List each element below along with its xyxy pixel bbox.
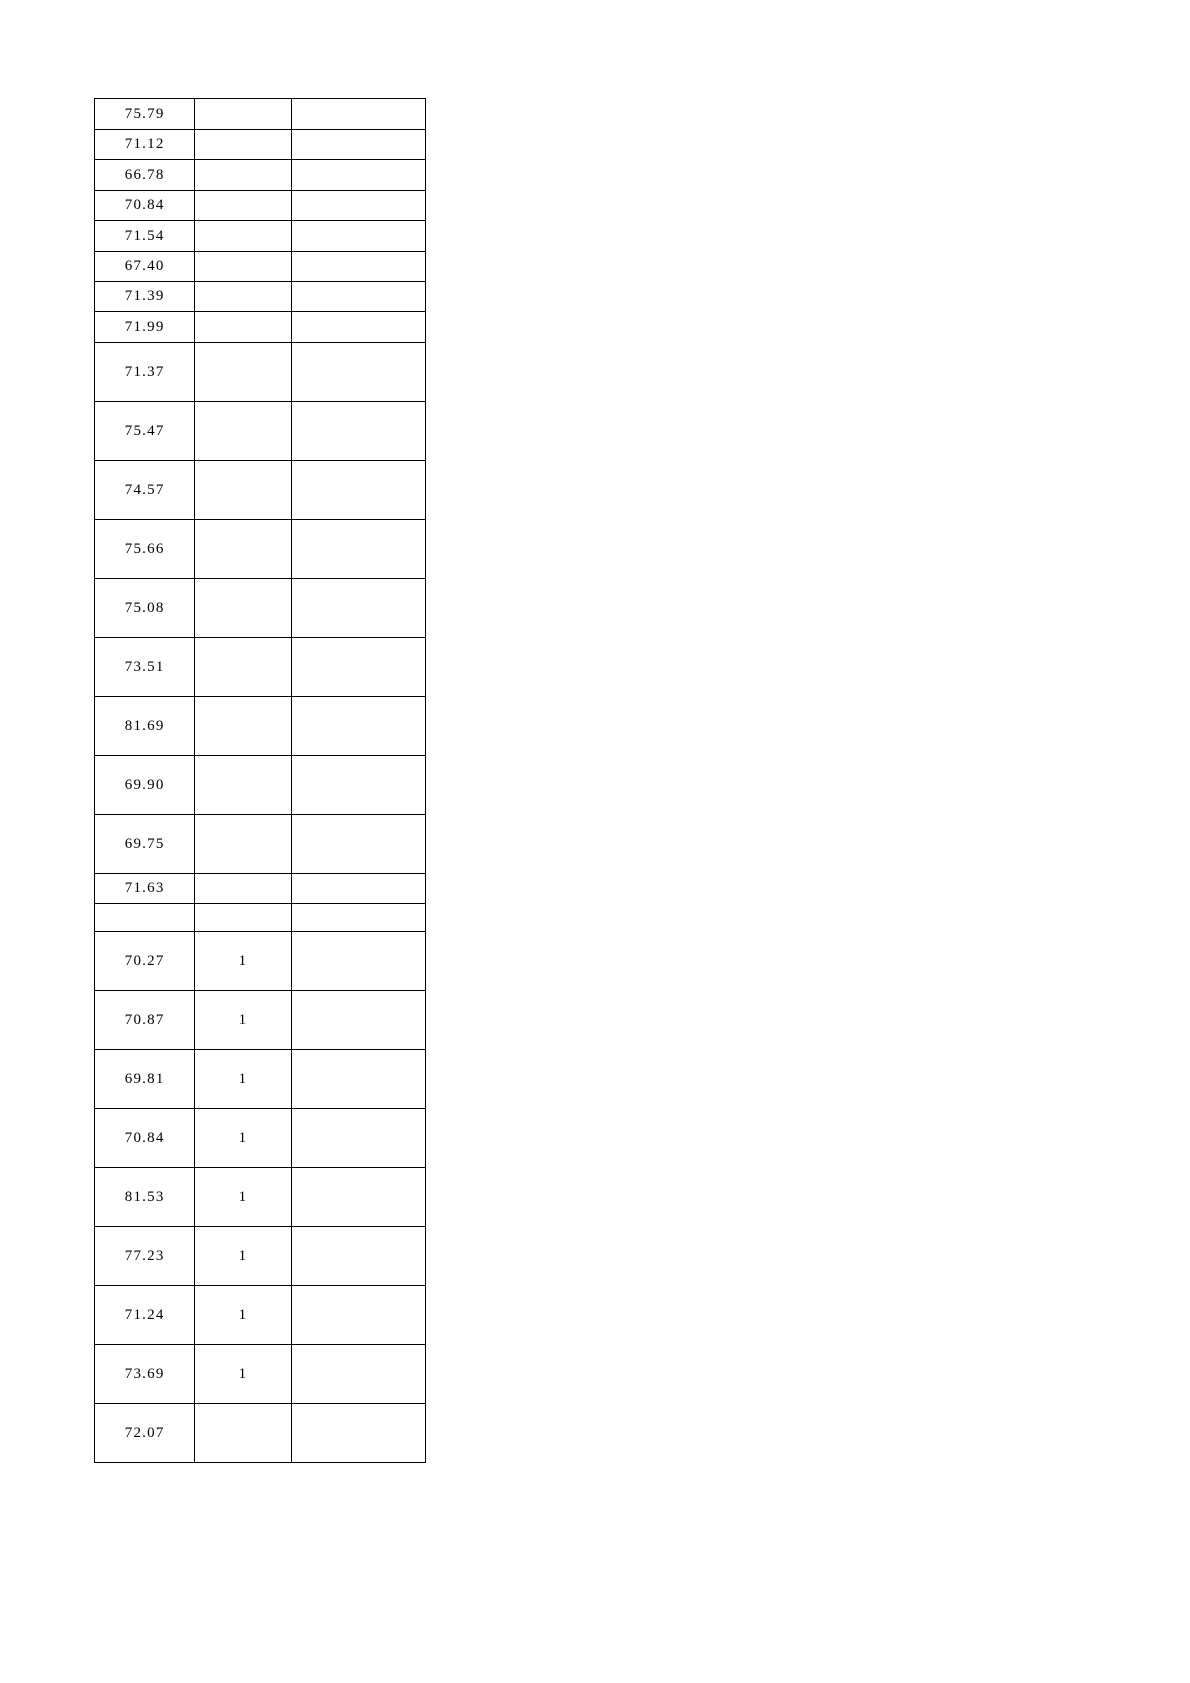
cell-notes <box>291 191 425 221</box>
table-row <box>95 815 426 874</box>
data-table-body <box>95 99 426 1463</box>
cell-flag <box>195 756 291 815</box>
cell-value: 71.54 <box>95 221 195 252</box>
data-table <box>94 98 426 1463</box>
cell-flag <box>195 252 291 282</box>
cell-flag <box>195 282 291 312</box>
cell-notes <box>291 520 425 579</box>
cell-value: 71.99 <box>95 312 195 343</box>
cell-notes <box>291 697 425 756</box>
table-row <box>95 1286 426 1345</box>
cell-flag: 1 <box>195 1286 291 1345</box>
cell-value: 74.57 <box>95 461 195 520</box>
table-row <box>95 697 426 756</box>
cell-notes <box>291 252 425 282</box>
cell-value: 70.84 <box>95 191 195 221</box>
cell-flag: 1 <box>195 991 291 1050</box>
cell-notes <box>291 932 425 991</box>
table-row <box>95 1345 426 1404</box>
cell-value: 70.27 <box>95 932 195 991</box>
cell-notes <box>291 343 425 402</box>
cell-notes <box>291 815 425 874</box>
table-row <box>95 1168 426 1227</box>
table-row <box>95 221 426 252</box>
table-row <box>95 343 426 402</box>
cell-value: 73.69 <box>95 1345 195 1404</box>
cell-value: 71.37 <box>95 343 195 402</box>
table-row <box>95 1109 426 1168</box>
cell-notes <box>291 221 425 252</box>
table-row <box>95 638 426 697</box>
cell-value: 71.63 <box>95 874 195 904</box>
table-row <box>95 904 426 932</box>
cell-value: 69.90 <box>95 756 195 815</box>
cell-value: 69.81 <box>95 1050 195 1109</box>
cell-value: 75.08 <box>95 579 195 638</box>
cell-flag <box>195 874 291 904</box>
cell-notes <box>291 1286 425 1345</box>
table-row <box>95 160 426 191</box>
cell-flag: 1 <box>195 1168 291 1227</box>
cell-notes <box>291 130 425 160</box>
table-row <box>95 130 426 160</box>
cell-flag: 1 <box>195 1227 291 1286</box>
table-row <box>95 579 426 638</box>
cell-flag <box>195 904 291 932</box>
table-row <box>95 282 426 312</box>
cell-flag <box>195 579 291 638</box>
cell-flag <box>195 99 291 130</box>
cell-notes <box>291 160 425 191</box>
cell-value: 81.53 <box>95 1168 195 1227</box>
cell-value: 77.23 <box>95 1227 195 1286</box>
cell-flag <box>195 815 291 874</box>
cell-flag: 1 <box>195 1109 291 1168</box>
cell-value: 75.47 <box>95 402 195 461</box>
cell-notes <box>291 1109 425 1168</box>
cell-notes <box>291 638 425 697</box>
cell-flag <box>195 697 291 756</box>
cell-notes <box>291 579 425 638</box>
cell-value: 71.24 <box>95 1286 195 1345</box>
cell-flag <box>195 1404 291 1463</box>
table-row <box>95 191 426 221</box>
cell-flag <box>195 312 291 343</box>
cell-flag <box>195 343 291 402</box>
cell-flag <box>195 461 291 520</box>
cell-value: 71.39 <box>95 282 195 312</box>
table-row <box>95 312 426 343</box>
cell-notes <box>291 874 425 904</box>
cell-value: 81.69 <box>95 697 195 756</box>
cell-notes <box>291 1345 425 1404</box>
cell-value: 75.66 <box>95 520 195 579</box>
cell-flag <box>195 402 291 461</box>
cell-flag <box>195 191 291 221</box>
cell-flag <box>195 130 291 160</box>
cell-notes <box>291 312 425 343</box>
table-row <box>95 991 426 1050</box>
table-row <box>95 1404 426 1463</box>
cell-flag: 1 <box>195 932 291 991</box>
table-row <box>95 1050 426 1109</box>
cell-flag <box>195 160 291 191</box>
cell-value: 73.51 <box>95 638 195 697</box>
cell-flag: 1 <box>195 1050 291 1109</box>
table-row <box>95 520 426 579</box>
cell-value: 69.75 <box>95 815 195 874</box>
cell-notes <box>291 904 425 932</box>
cell-value: 72.07 <box>95 1404 195 1463</box>
cell-value: 67.40 <box>95 252 195 282</box>
cell-value: 70.84 <box>95 1109 195 1168</box>
cell-notes <box>291 461 425 520</box>
cell-flag <box>195 520 291 579</box>
cell-notes <box>291 1227 425 1286</box>
cell-flag <box>195 221 291 252</box>
cell-flag <box>195 638 291 697</box>
data-table-container <box>94 98 426 1463</box>
cell-notes <box>291 756 425 815</box>
cell-notes <box>291 1050 425 1109</box>
cell-value: 75.79 <box>95 99 195 130</box>
cell-notes <box>291 991 425 1050</box>
table-row <box>95 932 426 991</box>
cell-value <box>95 904 195 932</box>
cell-notes <box>291 1404 425 1463</box>
table-row <box>95 461 426 520</box>
cell-value: 66.78 <box>95 160 195 191</box>
table-row <box>95 402 426 461</box>
cell-value: 71.12 <box>95 130 195 160</box>
table-row <box>95 252 426 282</box>
cell-flag: 1 <box>195 1345 291 1404</box>
cell-notes <box>291 402 425 461</box>
table-row <box>95 1227 426 1286</box>
table-row <box>95 99 426 130</box>
cell-value: 70.87 <box>95 991 195 1050</box>
table-row <box>95 874 426 904</box>
cell-notes <box>291 1168 425 1227</box>
table-row <box>95 756 426 815</box>
cell-notes <box>291 282 425 312</box>
cell-notes <box>291 99 425 130</box>
